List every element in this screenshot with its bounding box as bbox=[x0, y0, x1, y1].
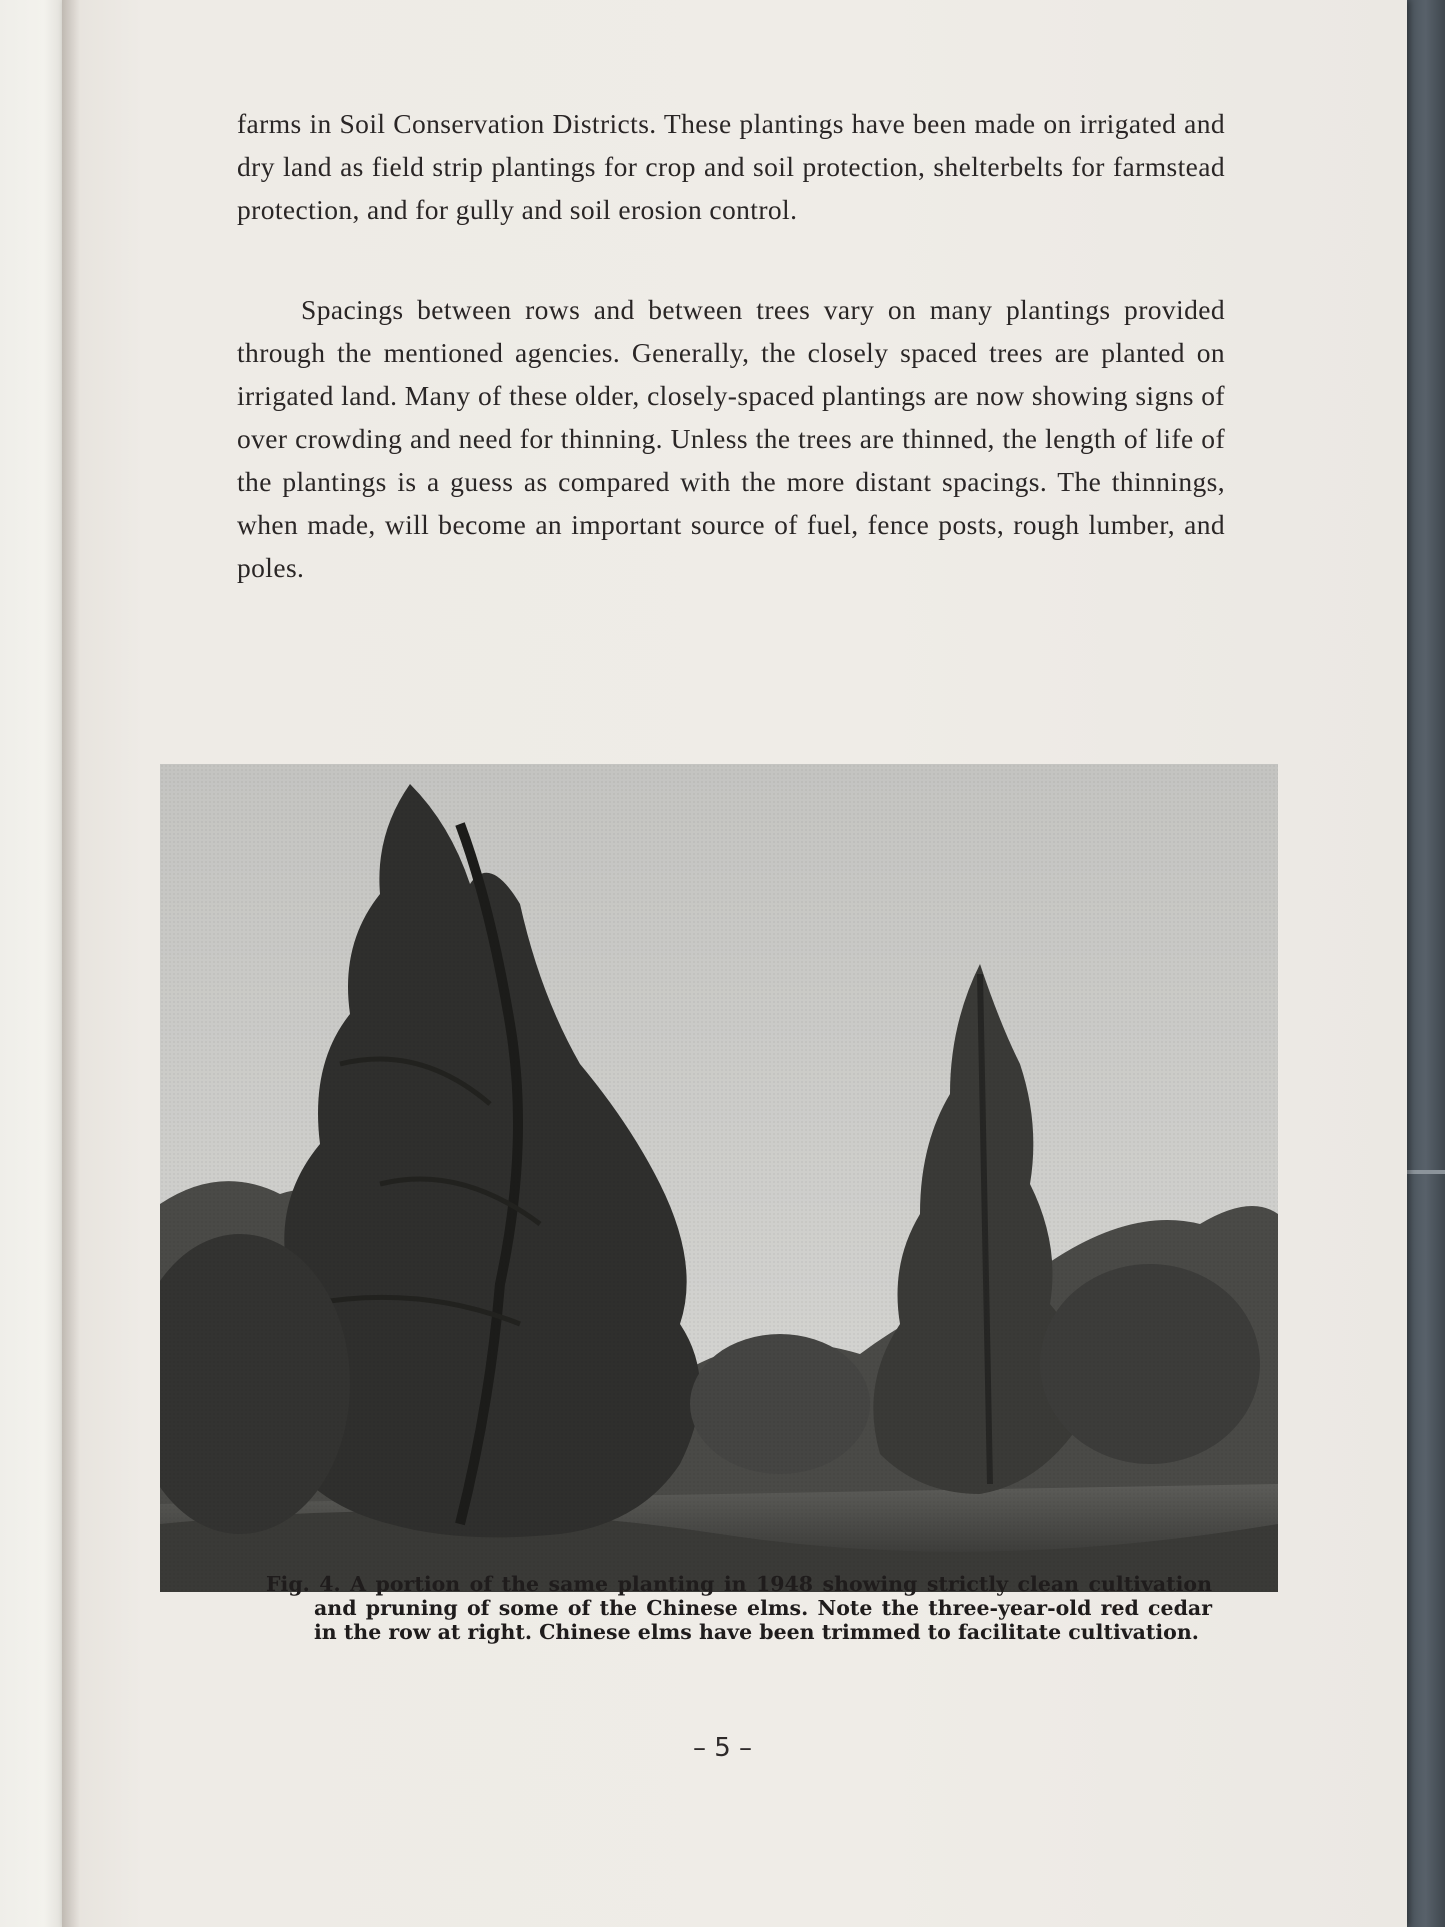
paragraph-2: Spacings between rows and between trees vary on many plantings provided through the mentioned agencies. Generally, the closely spaced trees are planted on irrigated land. Many of these older, closely-spaced plantings are now showing signs of over crowding and need for thinning. Unless the trees are thinned, the length of life of the plantings is a guess as compared with the more distant spacings. The thinnings, when made, will become an important source of fuel, fence posts, rough lumber, and poles. bbox=[237, 294, 1225, 583]
figure-photo bbox=[160, 764, 1278, 1592]
tree-planting-photo bbox=[160, 764, 1278, 1592]
gutter-shadow bbox=[62, 0, 80, 1927]
page-number: – 5 – bbox=[692, 1733, 753, 1763]
figure-caption: Fig. 4. A portion of the same planting in 1948 showing strictly clean cultivation and pruning of some of the Chinese elms. Note the three-year-old red cedar in the row at right. Chinese elms have been trimmed to facilitate cultivation. bbox=[266, 1572, 1212, 1644]
paragraph-1: farms in Soil Conservation Districts. These plantings have been made on irrigated and dry land as field strip plantings for crop and soil protection, shelterbelts for farmstead protection, and for gully and soil erosion control. bbox=[237, 108, 1225, 225]
